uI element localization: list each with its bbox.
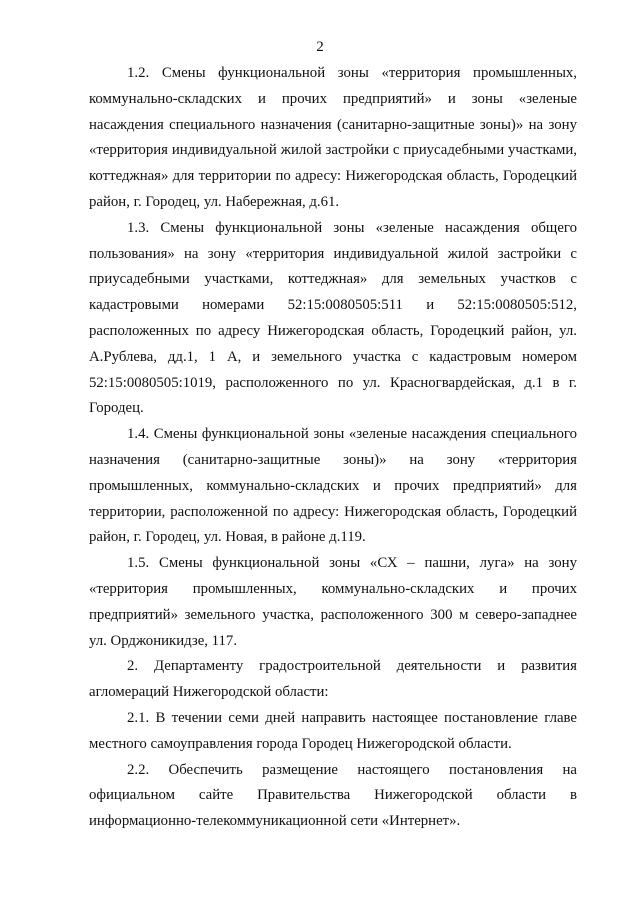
paragraph-1-3: 1.3. Смены функциональной зоны «зеленые насаждения общего пользования» на зону «территория индивидуальной жилой застройки с приусадебными участками, коттеджная» для земельных участков с кадастровыми номерами 52:15:0080505:511 и 52:15:0080505:512, расположенных по адресу Нижегородская область, Городецкий район, ул. А.Рублева, дд.1, 1 А, и земельного участка с кадастровым номером 52:15:0080505:1019, расположенного по ул. Красногвардейская, д.1 в г. Городец. [89, 219, 577, 417]
paragraph-1-4: 1.4. Смены функциональной зоны «зеленые насаждения специального назначения (санитарно-защитные зоны)» на зону «территория промышленных, коммунально-складских и прочих предприятий» для территории, расположенной по адресу: Нижегородская область, Городецкий район, г. Городец, ул. Новая, в районе д.119. [89, 426, 577, 546]
paragraph-1-2: 1.2. Смены функциональной зоны «территория промышленных, коммунально-складских и прочих предприятий» и зоны «зеленые насаждения специального назначения (санитарно-защитные зоны)» на зону «территория индивидуальной жилой застройки с приусадебными участками, коттеджная» для территории по адресу: Нижегородская область, Городецкий район, г. Городец, ул. Набережная, д.61. [89, 65, 577, 210]
paragraph-1-5: 1.5. Смены функциональной зоны «СХ – пашни, луга» на зону «территория промышленных, коммунально-складских и прочих предприятий» земельного участка, расположенного 300 м северо-западнее ул. Орджоникидзе, 117. [89, 555, 577, 649]
paragraph-2-1: 2.1. В течении семи дней направить настоящее постановление главе местного самоуправления города Городец Нижегородской области. [89, 709, 577, 752]
document-body [89, 61, 577, 835]
page-number: 2 [316, 39, 324, 55]
paragraph-2-2: 2.2. Обеспечить размещение настоящего постановления на официальном сайте Правительства Нижегородской области в информационно-телекоммуникационной сети «Интернет». [89, 761, 577, 830]
paragraph-2: 2. Департаменту градостроительной деятельности и развития агломераций Нижегородской области: [89, 658, 577, 701]
